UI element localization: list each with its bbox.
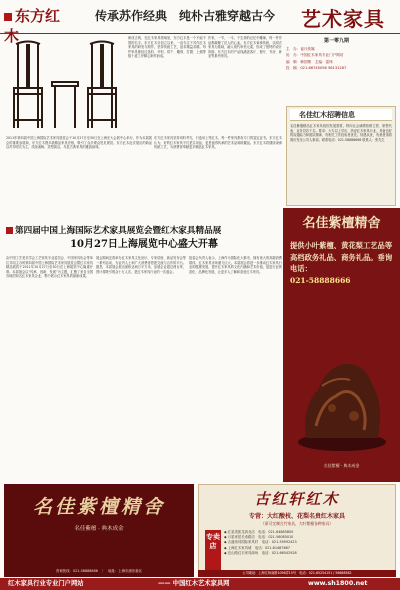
mingjia-ad-footer: 咨询热线：021-58888666 ｜ 地址：上海市浦东新区 xyxy=(56,569,142,573)
article-column: 2011年第四届中国上海国际艺术家具展览会于10月27日至30日在上海光大会展中心举行。作为本届展会的重要参展商，东方红木携多款精品家具亮相，吸引了众多观众驻足观赏。东方红木此次展出的新品以苏作明式为主，线条流畅，造型简洁，尽显古典家具的雅致韵味。 xyxy=(6,136,152,150)
article-column: 东方红木家具坚持用料考究，只选用上等红木，每一件家具都有专门的鉴定证书。东方红木认为，好的红木家具不仅是实用品，更是值得传承的艺术品和收藏品。东方红木将继续秉承传统工艺，为消费者奉献更多精品红木家具。 xyxy=(154,136,282,150)
expo-headline xyxy=(6,225,282,237)
info-row: 主 办：崔氏传媒 xyxy=(286,47,315,51)
guhong-ad-slogan: 专营：大红酸枝、花梨名贵红木家具 xyxy=(248,513,345,520)
magazine-info xyxy=(286,46,396,106)
article-column: 展会期间还将举办红木家具文化论坛、专家讲座、新品发布会等一系列活动，为业内人士和广大消费者搭建交流与合作的平台。据悉，本届展会展出面积达两万平方米，参展企业超过两百家，预计将吸引观众十万人次，是红木家具行业的一次盛会。 xyxy=(96,256,186,274)
store-item: ◆ 红星美凯龙真北店 电话：021-64885800 xyxy=(224,530,294,534)
article-column: 由中国工艺美术学会工艺家具专业委员会、中国家具协会等单位共同主办的第四届中国上海国际艺术家具展览会暨红木家具精品展将于2011年10月27日至30日在上海展览中心隆重开幕。本届展会以“传承、创新、发展”为主题，汇聚了来自全国各地的知名红木家具企业，集中展示红木家具的最新成果。 xyxy=(6,256,93,279)
store-item: ◆ 宜山路红木家具商场 电话：021-66542928 xyxy=(224,550,297,555)
info-row: 编 辑：韩国策 主编：雷炜 xyxy=(286,59,333,64)
stores-label: 专卖店 xyxy=(205,530,221,570)
zitan-ad-phone: 021-58888666 xyxy=(290,275,351,285)
store-item: ◆ 吉盛伟邦国际家具村 电话：021-59592423 xyxy=(224,540,297,545)
guhong-ad-footer: 公司地址：上海江杨南路1098弄15号 电话：021-65254151 / 56688582 xyxy=(198,570,396,577)
zitan-ad-title: 名佳紫檀精舍 xyxy=(302,216,381,231)
info-row: 投 稿：021-66745056 56131287 xyxy=(286,66,347,71)
zitan-ad-body xyxy=(290,240,394,286)
guhong-ad-subslogan: （原可定制合竹家具，大叶紫檀各种家具） xyxy=(260,521,334,526)
chairs-photo xyxy=(6,36,126,136)
store-item: ◆ 月星家居长寿路店 电话：021-56085010 xyxy=(224,535,294,540)
info-row: 协 办：中国红木家具专业门户网站 xyxy=(286,53,344,58)
footer-center: —— 中国红木艺术家具网 xyxy=(158,580,230,587)
article-column: 研成古典，在红木家具领域里，东方红木是一个不能不提的名字。东方红木自创立以来，一直专注于苏作红木家具的研发与制作，坚持传统工艺，追求精益求精。每件家具都经过选料、开料、烘干、雕刻、打磨、上蜡等数十道工序精心制作而成。 xyxy=(128,36,206,59)
mingjia-ad-title: 名佳紫檀精舍 xyxy=(32,496,165,518)
red-square-icon xyxy=(6,227,13,234)
magazine-logo: 艺术家具 xyxy=(301,7,385,31)
page-headline: 传承苏作经典 纯朴古雅穿越古今 xyxy=(95,9,276,23)
carving-image xyxy=(292,346,392,452)
expo-subtitle: 10月27日上海展览中心盛大开幕 xyxy=(70,239,218,250)
issue-number: 第一零九期 xyxy=(324,38,350,44)
mingjia-ad-tagline: 名佳紫檀 · 典木成金 xyxy=(74,526,124,532)
article-column: 组委会负责人表示，上海作为国际化大都市，拥有庞大的高端消费群体，红木家具市场潜力巨大。本届展会将进一步推动红木家具行业的健康发展，提升红木家具的文化内涵和艺术价值，促进行业规范化、品牌化发展，让更多人了解和喜爱红木家具。 xyxy=(189,256,282,274)
guhong-ad-name: 古红轩红木 xyxy=(254,490,340,508)
store-item: ◆ 上海红木家具城 电话：021-61487667 xyxy=(224,545,290,550)
page-footer xyxy=(0,578,400,590)
section-tag xyxy=(4,6,74,45)
footer-left: 红木家具行业专业门户网站 xyxy=(8,580,84,587)
store-list xyxy=(224,530,392,572)
zitan-ad-tagline: 名佳紫檀 · 典木成金 xyxy=(323,463,360,468)
article-column: 作家，一节，一木，于生命的记忆中雕琢，每一件作品都凝聚了匠人的心血。东方红木秉承传统，以明式家具为基础，融入现代审美元素，形成了独特的设计风格。东方红木的产品线涵盖客厅、餐厅、书房、卧室等系列家具。 xyxy=(208,36,282,59)
expo-title: 第四届中国上海国际艺术家具展览会暨红木家具精品展 xyxy=(15,226,222,236)
recruit-body: 名佳紫檀精品红木家具现因发展需要，特向社会诚聘营销主管、销售代表、业务员若干名。要求：大专以上学历，热爱红木家具行业，具备良好的沟通能力和团队精神，有相关工作经验者优先。待遇从优，有意者请将简历发至公司人事部。联系电话：021-58888666 联系人：张先生 xyxy=(290,124,392,142)
section-title: 东方红木 xyxy=(4,7,61,45)
zitan-ad-text: 提供小叶紫檀、黄花梨工艺品等高档政务礼品、商务礼品。垂询电话： xyxy=(290,241,393,273)
recruit-title: 名佳红木招聘信息 xyxy=(290,109,392,121)
footer-url[interactable]: www.sh1800.net xyxy=(308,580,368,587)
red-square-icon xyxy=(4,13,12,21)
